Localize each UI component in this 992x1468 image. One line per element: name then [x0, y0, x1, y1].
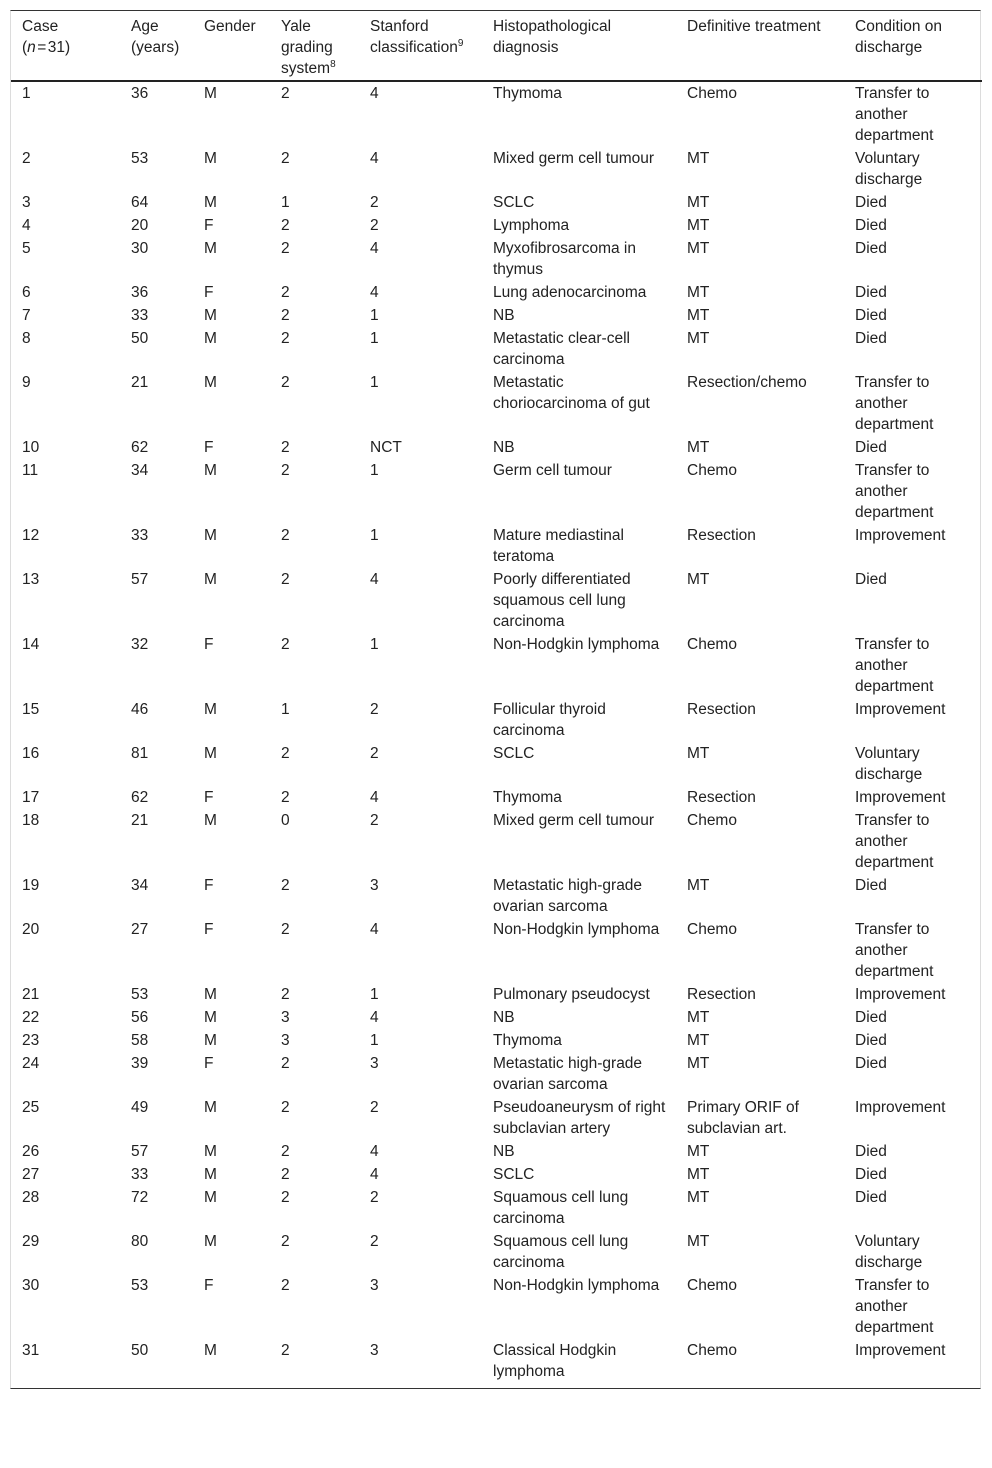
treatment-cell: Resection — [687, 527, 756, 544]
histopathology-cell: SCLC — [493, 194, 535, 211]
yale-cell: 2 — [281, 636, 290, 653]
yale-cell: 2 — [281, 462, 290, 479]
stanford-cell: 1 — [370, 374, 379, 391]
table-row — [11, 1231, 982, 1275]
condition-cell: Died — [855, 284, 887, 301]
condition-cell: Died — [855, 1055, 887, 1072]
table-row — [11, 192, 982, 215]
treatment-cell: MT — [687, 745, 710, 762]
histopathology-cell: Poorly differentiated squamous cell lung carcinoma — [493, 571, 631, 630]
gender-cell: M — [204, 1032, 217, 1049]
stanford-cell: 4 — [370, 1009, 379, 1026]
age-cell: 36 — [131, 85, 149, 102]
case-cell: 13 — [22, 571, 40, 588]
condition-cell: Died — [855, 194, 887, 211]
age-cell: 58 — [131, 1032, 149, 1049]
treatment-cell: MT — [687, 307, 710, 324]
header-yale: Yale grading system$^8$ — [270, 11, 359, 81]
table-row — [11, 328, 982, 372]
case-cell: 23 — [22, 1032, 40, 1049]
gender-cell: F — [204, 284, 214, 301]
condition-cell: Died — [855, 330, 887, 347]
gender-cell: F — [204, 921, 214, 938]
yale-cell: 1 — [281, 701, 290, 718]
histopathology-cell: NB — [493, 1143, 515, 1160]
histopathology-cell: Lymphoma — [493, 217, 570, 234]
yale-cell: 3 — [281, 1009, 290, 1026]
gender-cell: M — [204, 150, 217, 167]
treatment-cell: MT — [687, 284, 710, 301]
condition-cell: Improvement — [855, 701, 946, 718]
case-cell: 12 — [22, 527, 40, 544]
treatment-cell: MT — [687, 1055, 710, 1072]
treatment-cell: MT — [687, 877, 710, 894]
stanford-cell: 3 — [370, 877, 379, 894]
histopathology-cell: Lung adenocarcinoma — [493, 284, 647, 301]
treatment-cell: Resection/chemo — [687, 374, 807, 391]
gender-cell: M — [204, 1342, 217, 1359]
histopathology-cell: Non-Hodgkin lymphoma — [493, 636, 660, 653]
gender-cell: F — [204, 877, 214, 894]
stanford-cell: 3 — [370, 1342, 379, 1359]
case-cell: 31 — [22, 1342, 40, 1359]
table-row — [11, 282, 982, 305]
treatment-cell: MT — [687, 439, 710, 456]
condition-cell: Died — [855, 1189, 887, 1206]
stanford-cell: 2 — [370, 1233, 379, 1250]
yale-cell: 2 — [281, 1277, 290, 1294]
treatment-cell: MT — [687, 571, 710, 588]
gender-cell: M — [204, 374, 217, 391]
histopathology-cell: Metastatic clear-cell carcinoma — [493, 330, 630, 368]
yale-cell: 2 — [281, 150, 290, 167]
histopathology-cell: Metastatic choriocarcinoma of gut — [493, 374, 650, 412]
table-row — [11, 1340, 982, 1388]
yale-cell: 2 — [281, 307, 290, 324]
age-cell: 34 — [131, 877, 149, 894]
header-gender: Gender — [193, 11, 270, 81]
age-cell: 62 — [131, 789, 149, 806]
treatment-cell: MT — [687, 240, 710, 257]
condition-cell: Died — [855, 1009, 887, 1026]
age-cell: 50 — [131, 330, 149, 347]
condition-cell: Improvement — [855, 527, 946, 544]
age-cell: 32 — [131, 636, 149, 653]
stanford-cell: 1 — [370, 527, 379, 544]
condition-cell: Died — [855, 217, 887, 234]
condition-cell: Voluntary discharge — [855, 745, 923, 783]
case-cell: 3 — [22, 194, 31, 211]
treatment-cell: MT — [687, 1032, 710, 1049]
gender-cell: M — [204, 240, 217, 257]
yale-cell: 2 — [281, 330, 290, 347]
treatment-cell: Chemo — [687, 1342, 737, 1359]
stanford-cell: 3 — [370, 1055, 379, 1072]
table-row — [11, 305, 982, 328]
table-row — [11, 743, 982, 787]
histopathology-cell: Mixed germ cell tumour — [493, 812, 655, 829]
case-cell: 25 — [22, 1099, 40, 1116]
age-cell: 33 — [131, 1166, 149, 1183]
patient-table — [10, 10, 981, 1389]
stanford-cell: 4 — [370, 1143, 379, 1160]
case-cell: 17 — [22, 789, 40, 806]
stanford-cell: NCT — [370, 439, 402, 456]
age-cell: 57 — [131, 571, 149, 588]
condition-cell: Died — [855, 877, 887, 894]
histopathology-cell: Thymoma — [493, 1032, 562, 1049]
age-cell: 64 — [131, 194, 149, 211]
condition-cell: Transfer to another department — [855, 1277, 934, 1336]
histopathology-cell: NB — [493, 439, 515, 456]
histopathology-cell: Classical Hodgkin lymphoma — [493, 1342, 617, 1380]
yale-cell: 2 — [281, 527, 290, 544]
table-row — [11, 238, 982, 282]
table-row — [11, 875, 982, 919]
table-row — [11, 437, 982, 460]
gender-cell: M — [204, 85, 217, 102]
age-cell: 57 — [131, 1143, 149, 1160]
table-row — [11, 460, 982, 525]
table-row — [11, 1053, 982, 1097]
treatment-cell: MT — [687, 330, 710, 347]
gender-cell: M — [204, 527, 217, 544]
age-cell: 30 — [131, 240, 149, 257]
treatment-cell: Chemo — [687, 636, 737, 653]
data-table — [11, 11, 982, 1388]
histopathology-cell: Metastatic high-grade ovarian sarcoma — [493, 877, 643, 915]
treatment-cell: Chemo — [687, 921, 737, 938]
condition-cell: Died — [855, 240, 887, 257]
yale-cell: 2 — [281, 439, 290, 456]
yale-cell: 2 — [281, 1233, 290, 1250]
case-cell: 11 — [22, 462, 39, 479]
age-cell: 53 — [131, 1277, 149, 1294]
header-stanford: Stanford classification$^9$ — [359, 11, 482, 81]
gender-cell: M — [204, 1166, 217, 1183]
treatment-cell: MT — [687, 1189, 710, 1206]
case-cell: 2 — [22, 150, 31, 167]
treatment-cell: MT — [687, 217, 710, 234]
stanford-cell: 4 — [370, 921, 379, 938]
case-cell: 9 — [22, 374, 31, 391]
treatment-cell: Resection — [687, 789, 756, 806]
treatment-cell: Chemo — [687, 812, 737, 829]
table-row — [11, 1030, 982, 1053]
yale-cell: 0 — [281, 812, 290, 829]
yale-cell: 2 — [281, 1189, 290, 1206]
condition-cell: Died — [855, 1032, 887, 1049]
case-cell: 6 — [22, 284, 31, 301]
age-cell: 53 — [131, 150, 149, 167]
table-row — [11, 148, 982, 192]
case-cell: 8 — [22, 330, 31, 347]
stanford-cell: 2 — [370, 701, 379, 718]
yale-cell: 2 — [281, 745, 290, 762]
stanford-cell: 3 — [370, 1277, 379, 1294]
histopathology-cell: Germ cell tumour — [493, 462, 612, 479]
case-cell: 24 — [22, 1055, 40, 1072]
stanford-cell: 2 — [370, 1189, 379, 1206]
histopathology-cell: NB — [493, 307, 515, 324]
stanford-cell: 1 — [370, 636, 379, 653]
gender-cell: M — [204, 1233, 217, 1250]
gender-cell: M — [204, 986, 217, 1003]
stanford-cell: 4 — [370, 789, 379, 806]
treatment-cell: MT — [687, 194, 710, 211]
gender-cell: M — [204, 307, 217, 324]
gender-cell: F — [204, 1277, 214, 1294]
treatment-cell: MT — [687, 1143, 710, 1160]
stanford-cell: 2 — [370, 1099, 379, 1116]
condition-cell: Transfer to another department — [855, 921, 934, 980]
age-cell: 46 — [131, 701, 149, 718]
table-row — [11, 525, 982, 569]
gender-cell: M — [204, 701, 217, 718]
stanford-cell: 4 — [370, 571, 379, 588]
table-row — [11, 984, 982, 1007]
condition-cell: Improvement — [855, 1099, 946, 1116]
stanford-cell: 1 — [370, 307, 379, 324]
yale-cell: 2 — [281, 284, 290, 301]
case-cell: 22 — [22, 1009, 40, 1026]
yale-cell: 2 — [281, 217, 290, 234]
histopathology-cell: Mature mediastinal teratoma — [493, 527, 624, 565]
yale-cell: 2 — [281, 1143, 290, 1160]
histopathology-cell: Non-Hodgkin lymphoma — [493, 921, 660, 938]
age-cell: 53 — [131, 986, 149, 1003]
age-cell: 50 — [131, 1342, 149, 1359]
gender-cell: M — [204, 812, 217, 829]
stanford-cell: 4 — [370, 284, 379, 301]
gender-cell: F — [204, 1055, 214, 1072]
treatment-cell: Chemo — [687, 85, 737, 102]
treatment-cell: Resection — [687, 701, 756, 718]
treatment-cell: MT — [687, 1166, 710, 1183]
case-cell: 21 — [22, 986, 40, 1003]
stanford-cell: 4 — [370, 240, 379, 257]
case-cell: 30 — [22, 1277, 40, 1294]
table-row — [11, 1187, 982, 1231]
histopathology-cell: NB — [493, 1009, 515, 1026]
age-cell: 27 — [131, 921, 149, 938]
yale-cell: 2 — [281, 85, 290, 102]
age-cell: 20 — [131, 217, 149, 234]
condition-cell: Improvement — [855, 789, 946, 806]
yale-cell: 2 — [281, 374, 290, 391]
condition-cell: Voluntary discharge — [855, 150, 923, 188]
histopathology-cell: Pseudoaneurysm of right subclavian artery — [493, 1099, 666, 1137]
age-cell: 21 — [131, 374, 149, 391]
condition-cell: Improvement — [855, 986, 946, 1003]
table-row — [11, 699, 982, 743]
age-cell: 34 — [131, 462, 149, 479]
treatment-cell: MT — [687, 1233, 710, 1250]
case-cell: 4 — [22, 217, 31, 234]
yale-cell: 2 — [281, 240, 290, 257]
case-cell: 26 — [22, 1143, 40, 1160]
histopathology-cell: Mixed germ cell tumour — [493, 150, 655, 167]
case-cell: 16 — [22, 745, 40, 762]
yale-cell: 3 — [281, 1032, 290, 1049]
condition-cell: Improvement — [855, 1342, 946, 1359]
histopathology-cell: Myxofibrosarcoma in thymus — [493, 240, 636, 278]
stanford-cell: 2 — [370, 194, 379, 211]
histopathology-cell: Squamous cell lung carcinoma — [493, 1189, 629, 1227]
stanford-cell: 1 — [370, 1032, 379, 1049]
yale-cell: 2 — [281, 1342, 290, 1359]
table-row — [11, 919, 982, 984]
stanford-cell: 2 — [370, 745, 379, 762]
histopathology-cell: Thymoma — [493, 789, 562, 806]
age-cell: 39 — [131, 1055, 149, 1072]
stanford-cell: 4 — [370, 85, 379, 102]
treatment-cell: Chemo — [687, 462, 737, 479]
case-cell: 7 — [22, 307, 31, 324]
condition-cell: Voluntary discharge — [855, 1233, 923, 1271]
age-cell: 36 — [131, 284, 149, 301]
yale-cell: 2 — [281, 1166, 290, 1183]
age-cell: 56 — [131, 1009, 149, 1026]
age-cell: 72 — [131, 1189, 149, 1206]
gender-cell: M — [204, 745, 217, 762]
gender-cell: F — [204, 636, 214, 653]
histopathology-cell: Non-Hodgkin lymphoma — [493, 1277, 660, 1294]
histopathology-cell: SCLC — [493, 745, 535, 762]
yale-cell: 2 — [281, 877, 290, 894]
condition-cell: Transfer to another department — [855, 812, 934, 871]
case-cell: 19 — [22, 877, 40, 894]
yale-cell: 2 — [281, 986, 290, 1003]
gender-cell: M — [204, 330, 217, 347]
stanford-cell: 4 — [370, 150, 379, 167]
yale-cell: 2 — [281, 789, 290, 806]
histopathology-cell: Thymoma — [493, 85, 562, 102]
header-condition: Condition on discharge — [844, 11, 982, 81]
age-cell: 80 — [131, 1233, 149, 1250]
age-cell: 81 — [131, 745, 149, 762]
histopathology-cell: Metastatic high-grade ovarian sarcoma — [493, 1055, 643, 1093]
gender-cell: F — [204, 439, 214, 456]
histopathology-cell: Pulmonary pseudocyst — [493, 986, 650, 1003]
table-row — [11, 372, 982, 437]
age-cell: 62 — [131, 439, 149, 456]
table-row — [11, 634, 982, 699]
case-cell: 18 — [22, 812, 40, 829]
gender-cell: M — [204, 1143, 217, 1160]
histopathology-cell: Squamous cell lung carcinoma — [493, 1233, 629, 1271]
yale-cell: 2 — [281, 571, 290, 588]
yale-cell: 2 — [281, 1055, 290, 1072]
case-cell: 29 — [22, 1233, 40, 1250]
table-body — [11, 81, 982, 1388]
treatment-cell: MT — [687, 150, 710, 167]
treatment-cell: Resection — [687, 986, 756, 1003]
histopathology-cell: Follicular thyroid carcinoma — [493, 701, 606, 739]
yale-cell: 2 — [281, 1099, 290, 1116]
stanford-cell: 1 — [370, 330, 379, 347]
table-row — [11, 1007, 982, 1030]
condition-cell: Transfer to another department — [855, 85, 934, 144]
header-row — [11, 11, 982, 81]
case-cell: 10 — [22, 439, 40, 456]
condition-cell: Transfer to another department — [855, 374, 934, 433]
condition-cell: Died — [855, 307, 887, 324]
treatment-cell: MT — [687, 1009, 710, 1026]
stanford-cell: 1 — [370, 462, 379, 479]
age-cell: 33 — [131, 307, 149, 324]
yale-cell: 1 — [281, 194, 290, 211]
table-row — [11, 1164, 982, 1187]
age-cell: 21 — [131, 812, 149, 829]
table-row — [11, 569, 982, 634]
table-row — [11, 215, 982, 238]
gender-cell: F — [204, 789, 214, 806]
condition-cell: Died — [855, 1166, 887, 1183]
gender-cell: F — [204, 217, 214, 234]
gender-cell: M — [204, 1009, 217, 1026]
gender-cell: M — [204, 194, 217, 211]
case-cell: 1 — [22, 85, 31, 102]
case-cell: 15 — [22, 701, 40, 718]
header-age: Age (years) — [120, 11, 193, 81]
condition-cell: Died — [855, 439, 887, 456]
stanford-cell: 4 — [370, 1166, 379, 1183]
case-cell: 20 — [22, 921, 40, 938]
gender-cell: M — [204, 1189, 217, 1206]
stanford-cell: 2 — [370, 217, 379, 234]
histopathology-cell: SCLC — [493, 1166, 535, 1183]
table-row — [11, 1275, 982, 1340]
case-cell: 5 — [22, 240, 31, 257]
table-row — [11, 810, 982, 875]
case-cell: 27 — [22, 1166, 40, 1183]
condition-cell: Transfer to another department — [855, 636, 934, 695]
table-row — [11, 1097, 982, 1141]
case-cell: 28 — [22, 1189, 40, 1206]
age-cell: 49 — [131, 1099, 149, 1116]
case-cell: 14 — [22, 636, 40, 653]
table-row — [11, 1141, 982, 1164]
stanford-cell: 2 — [370, 812, 379, 829]
gender-cell: M — [204, 1099, 217, 1116]
header-case: Case (n=31) — [11, 11, 120, 81]
table-row — [11, 787, 982, 810]
gender-cell: M — [204, 462, 217, 479]
condition-cell: Transfer to another department — [855, 462, 934, 521]
header-treatment: Definitive treatment — [676, 11, 844, 81]
treatment-cell: Chemo — [687, 1277, 737, 1294]
treatment-cell: Primary ORIF of subclavian art. — [687, 1099, 799, 1137]
age-cell: 33 — [131, 527, 149, 544]
header-histopathology: Histopathological diagnosis — [482, 11, 676, 81]
yale-cell: 2 — [281, 921, 290, 938]
condition-cell: Died — [855, 571, 887, 588]
condition-cell: Died — [855, 1143, 887, 1160]
stanford-cell: 1 — [370, 986, 379, 1003]
gender-cell: M — [204, 571, 217, 588]
table-row — [11, 81, 982, 148]
